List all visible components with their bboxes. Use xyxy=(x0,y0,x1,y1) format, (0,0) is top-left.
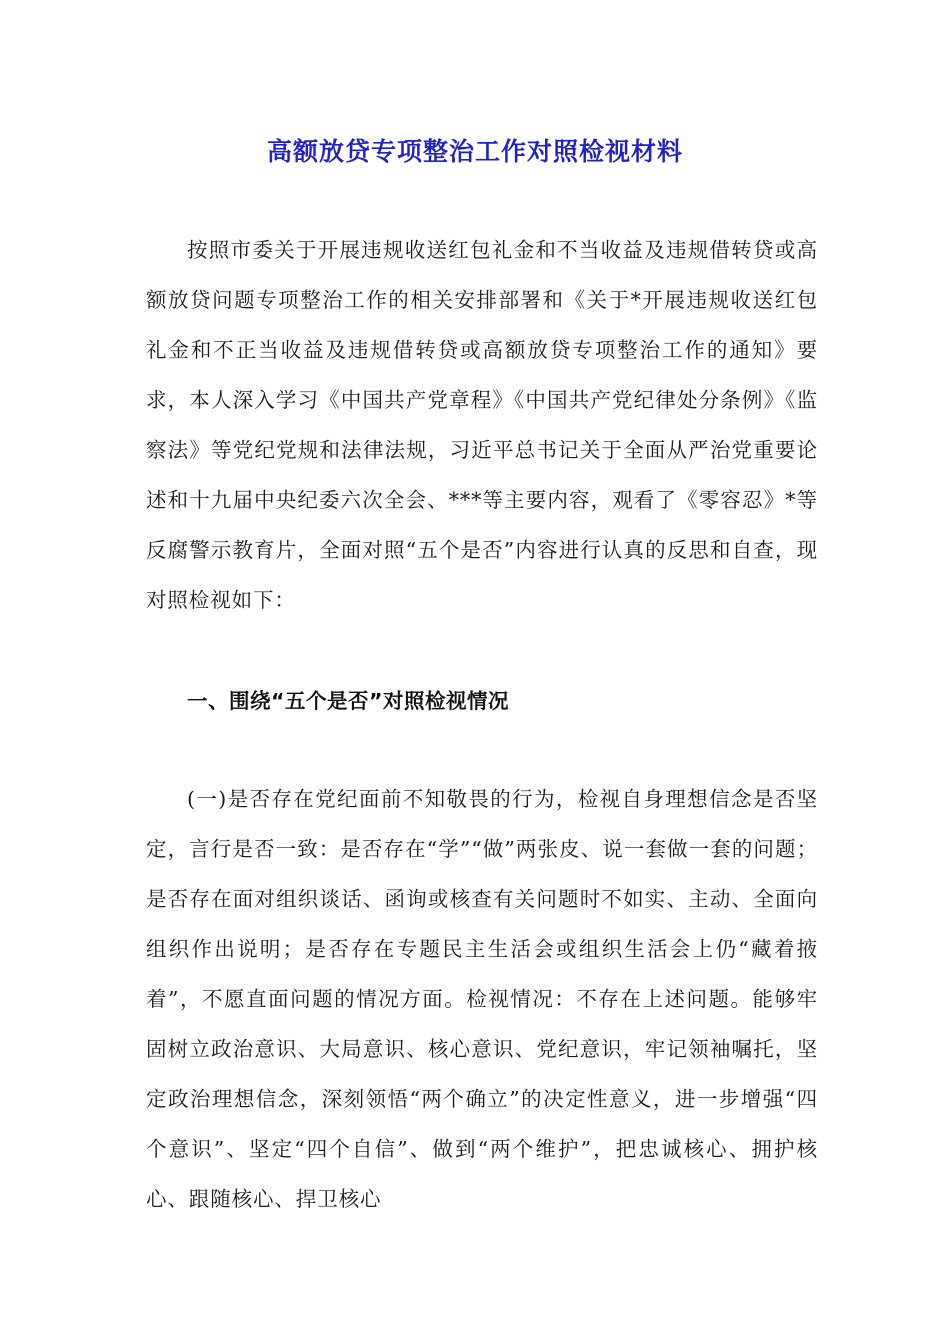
document-title: 高额放贷专项整治工作对照检视材料 xyxy=(266,137,683,166)
section-paragraph: (一)是否存在党纪面前不知敬畏的行为，检视自身理想信念是否坚定，言行是否一致：是否存在“学”“做”两张皮、说一套做一套的问题；是否存在面对组织谈话、函询或核查有关问题时不如实、主动、全面向组织作出说明；是否存在专题民主生活会或组织生活会上仍“藏着掖着”，不愿直面问题的情况方面。检视情况：不存在上述问题。能够牢固树立政治意识、大局意识、核心意识、党纪意识，牢记领袖嘱托，坚定政治理想信念，深刻领悟“两个确立”的决定性意义，进一步增强“四个意识”、坚定“四个自信”、做到“两个维护”，把忠诚核心、拥护核心、跟随核心、捍卫核心 xyxy=(146,787,818,1211)
intro-paragraph: 按照市委关于开展违规收送红包礼金和不当收益及违规借转贷或高额放贷问题专项整治工作的相关安排部署和《关于*开展违规收送红包礼金和不正当收益及违规借转贷或高额放贷专项整治工作的通知》要求，本人深入学习《中国共产党章程》《中国共产党纪律处分条例》《监察法》等党纪党规和法律法规，习近平总书记关于全面从严治党重要论述和十九届中央纪委六次全会、***等主要内容，观看了《零容忍》*等反腐警示教育片，全面对照“五个是否”内容进行认真的反思和自查，现对照检视如下： xyxy=(146,238,818,612)
section-heading: 一、围绕“五个是否”对照检视情况 xyxy=(187,689,509,713)
